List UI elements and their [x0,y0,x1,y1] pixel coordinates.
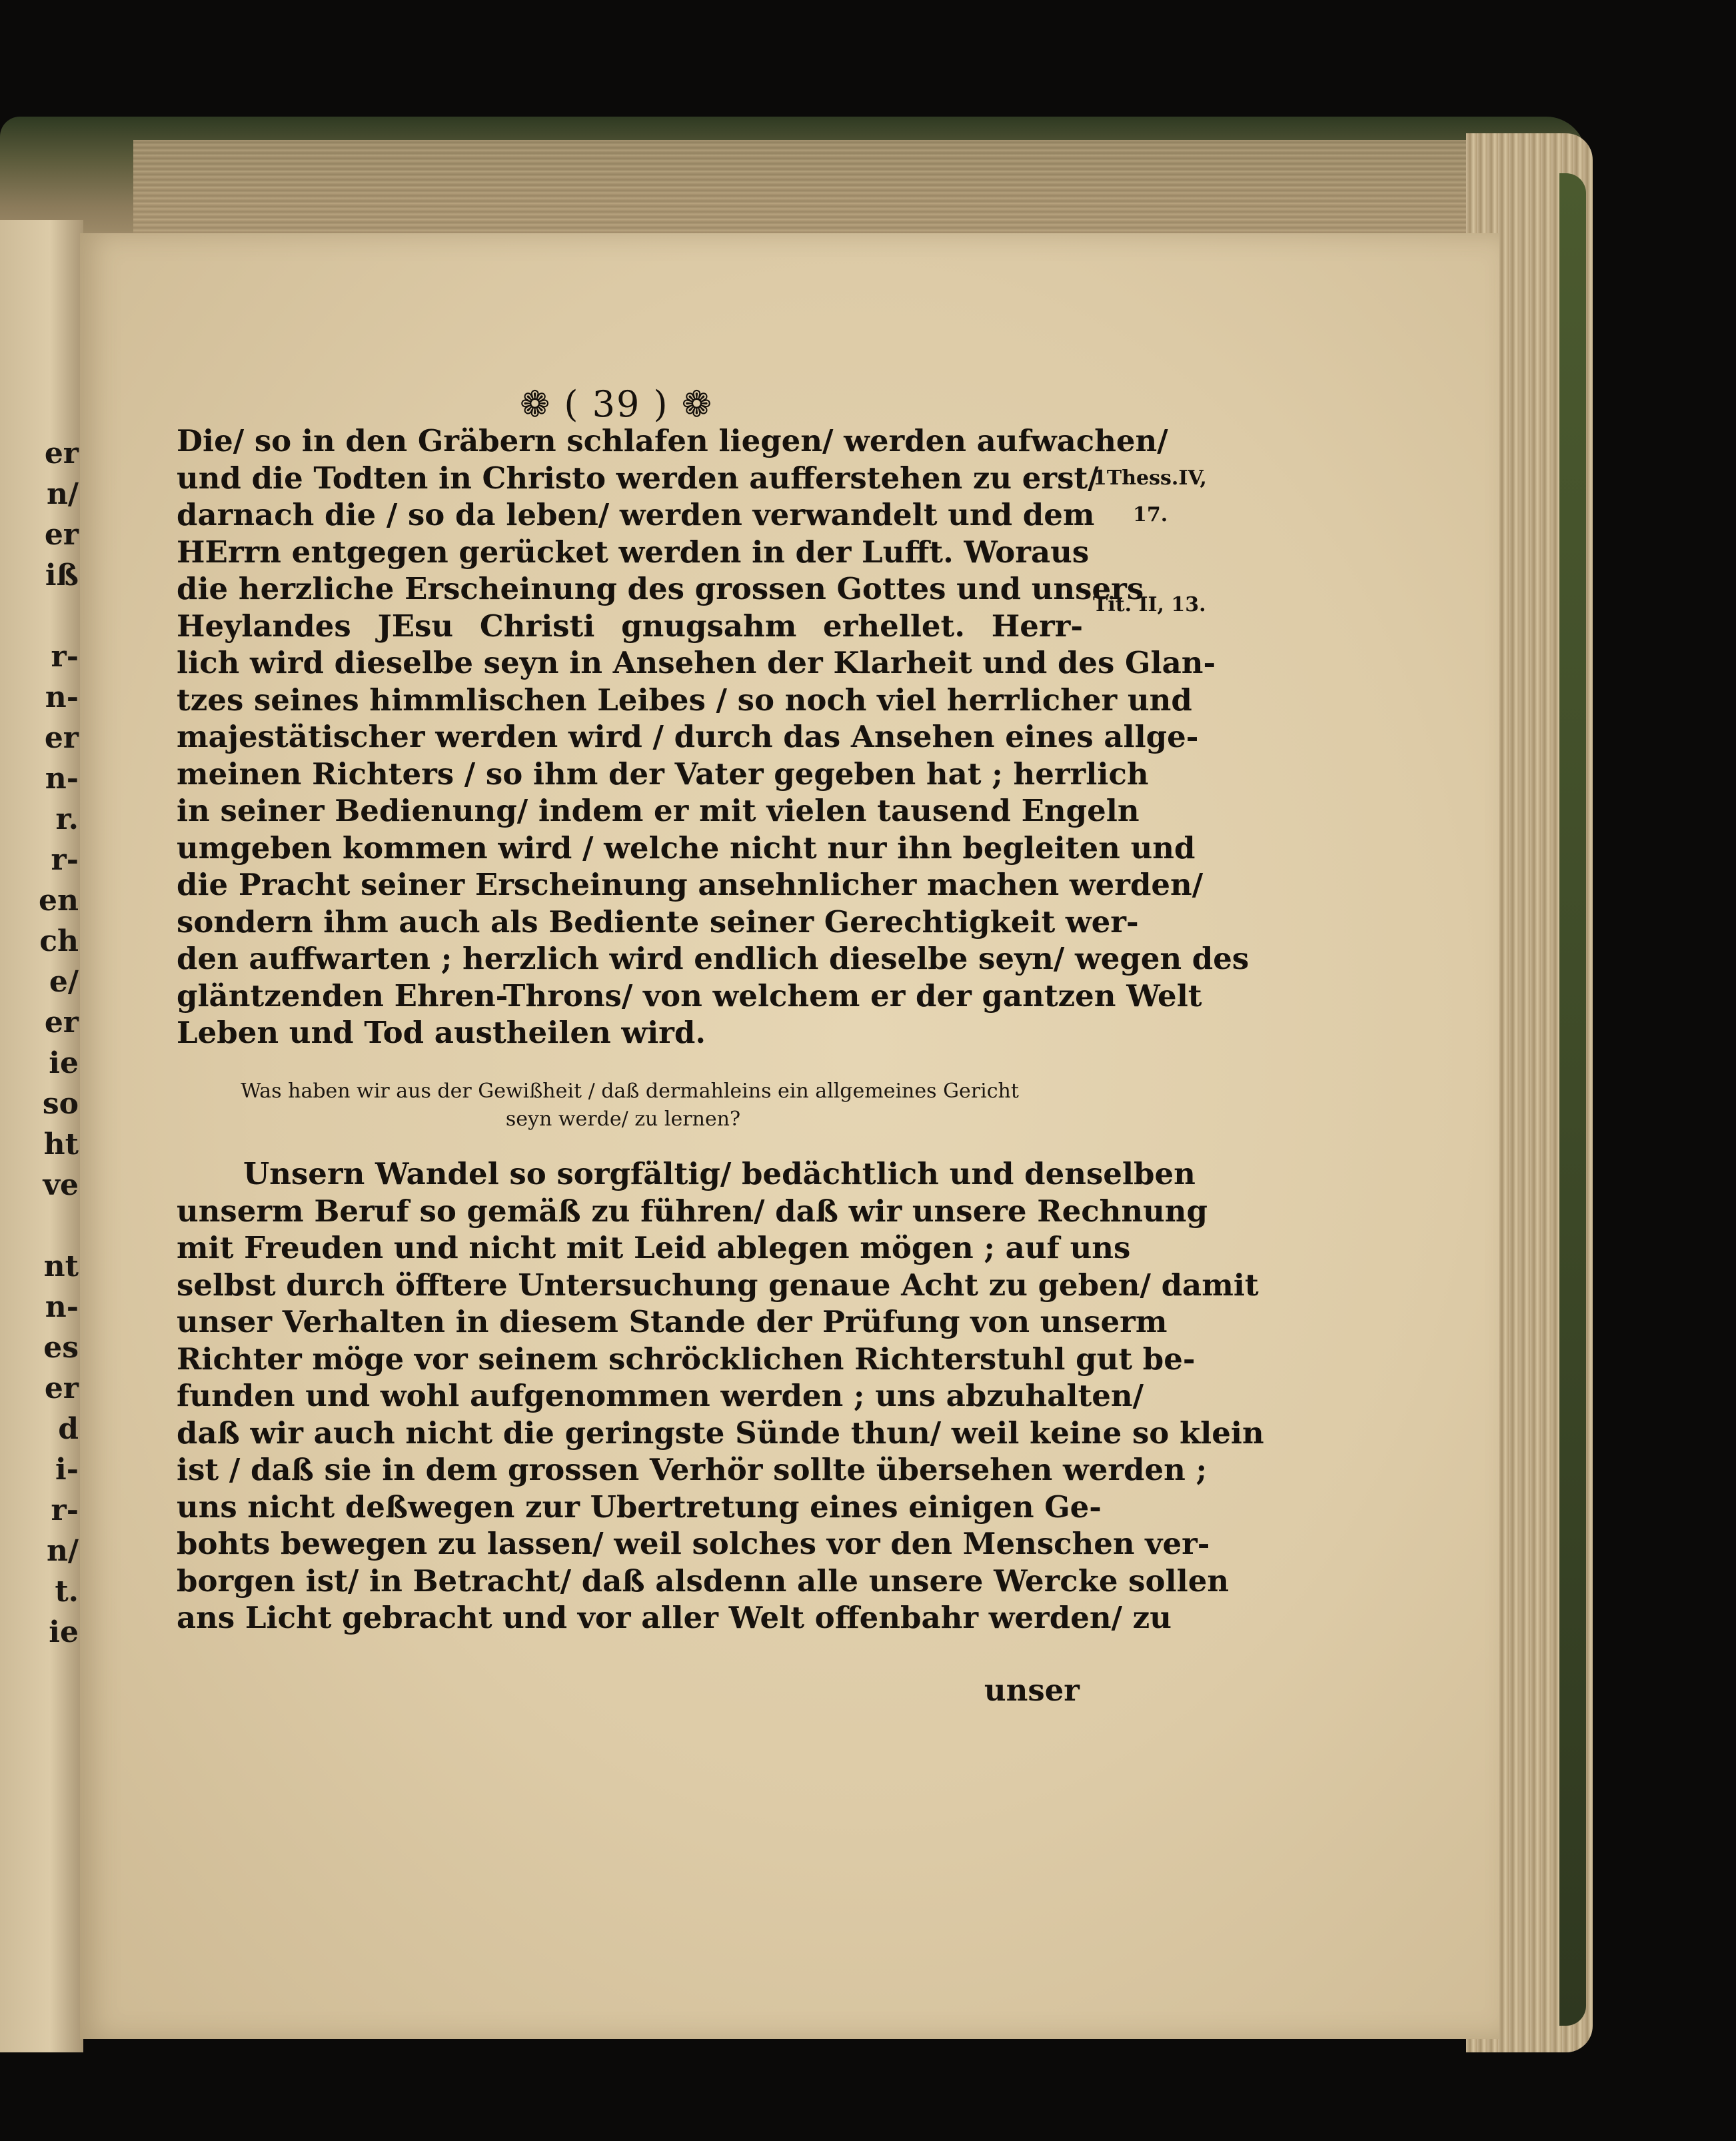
left-page-fragment: t. [55,1575,79,1609]
left-page-fragment: n- [45,762,79,796]
page-number: ❁ ( 39 ) ❁ [520,383,713,425]
answer-line: mit Freuden und nicht mit Leid ablegen mögen ; auf uns [177,1230,1131,1265]
body-line: tzes seines himmlischen Leibes / so noch viel herrlicher und [177,682,1192,718]
body-line: die herzliche Erscheinung des grossen Gottes und unsers [177,571,1144,606]
left-page-fragment: ch [39,924,79,958]
left-page-fragment: en [39,884,79,918]
body-line: darnach die / so da leben/ werden verwandelt und dem [177,497,1095,532]
page-block-top-edge [133,140,1533,240]
body-line: sondern ihm auch als Bediente seiner Gerechtigkeit wer- [177,904,1139,940]
left-page-fragment: er [44,1371,79,1405]
left-page-fragment: r- [51,843,79,877]
left-page-fragment: ht [43,1127,79,1161]
answer-line: selbst durch öfftere Untersuchung genaue Acht zu geben/ damit [177,1267,1259,1303]
answer-line: unserm Beruf so gemäß zu führen/ daß wir unsere Rechnung [177,1193,1208,1229]
answer-line: bohts bewegen zu lassen/ weil solches vor den Menschen ver- [177,1526,1210,1561]
left-page-fragment: i- [55,1453,79,1487]
left-page-fragment: r. [55,802,79,836]
body-line: umgeben kommen wird / welche nicht nur ihn begleiten und [177,830,1196,866]
left-page-fragment [5,596,79,636]
left-page-fragment: ve [43,1168,79,1202]
answer-line: ist / daß sie in dem grossen Verhör sollte übersehen werden ; [177,1452,1208,1487]
left-page-fragment: ie [49,1046,79,1080]
answer-line: unser Verhalten in diesem Stande der Prüfung von unserm [177,1304,1168,1339]
left-page-fragment: iß [45,558,79,592]
answer-line: uns nicht deßwegen zur Ubertretung eines einigen Ge- [177,1489,1102,1525]
margin-note-thess-verse: 17. [1133,503,1168,526]
left-page-fragment [5,1205,79,1246]
left-page-fragment: er [44,518,79,552]
question-line: Was haben wir aus der Gewißheit / daß dermahleins ein allgemeines Gericht [241,1079,1019,1103]
book-cover-edge [1559,173,1586,2026]
body-line: majestätischer werden wird / durch das Ansehen eines allge- [177,719,1199,754]
left-page-fragment: er [44,436,79,470]
body-line: gläntzenden Ehren-Throns/ von welchem er der gantzen Welt [177,978,1202,1014]
left-page-fragment: d [58,1412,79,1446]
body-line: lich wird dieselbe seyn in Ansehen der Klarheit und des Glan- [177,645,1216,680]
left-page-fragment: ie [49,1615,79,1649]
body-line: Leben und Tod austheilen wird. [177,1015,706,1050]
left-page-fragment: n/ [46,1534,79,1568]
answer-line: Richter möge vor seinem schröcklichen Richterstuhl gut be- [177,1341,1196,1377]
left-page-fragment: r- [51,640,79,674]
catchword: unser [984,1673,1080,1708]
body-line: die Pracht seiner Erscheinung ansehnlicher machen werden/ [177,867,1204,902]
answer-line: ans Licht gebracht und vor aller Welt offenbahr werden/ zu [177,1600,1172,1635]
left-page-fragment: er [44,721,79,755]
body-line: Heylandes JEsu Christi gnugsahm erhellet. Herr- [177,608,1083,644]
body-line: HErrn entgegen gerücket werden in der Lufft. Woraus [177,534,1090,570]
body-line: den auffwarten ; herzlich wird endlich dieselbe seyn/ wegen des [177,941,1250,976]
answer-line: borgen ist/ in Betracht/ daß alsdenn alle unsere Wercke sollen [177,1563,1230,1599]
left-page-fragment: nt [43,1249,79,1283]
left-page-fragment: n- [45,1290,79,1324]
left-page-fragment: es [43,1331,79,1365]
answer-line: funden und wohl aufgenommen werden ; uns abzuhalten/ [177,1378,1144,1413]
answer-line: daß wir auch nicht die geringste Sünde thun/ weil keine so klein [177,1415,1264,1451]
left-page-line-endings [5,433,79,1653]
left-page-fragment: er [44,1006,79,1040]
body-line: Die/ so in den Gräbern schlafen liegen/ werden aufwachen/ [177,423,1168,458]
answer-line: Unsern Wandel so sorgfältig/ bedächtlich und denselben [243,1156,1196,1191]
left-page-fragment: e/ [49,965,79,999]
left-page-fragment: r- [51,1493,79,1527]
margin-note-thess: 1Thess.IV, [1093,466,1207,490]
left-page-fragment: n/ [46,477,79,511]
left-page-fragment: n- [45,680,79,714]
body-line: meinen Richters / so ihm der Vater gegeben hat ; herrlich [177,756,1149,792]
body-line: und die Todten in Christo werden aufferstehen zu erst/ [177,460,1099,496]
left-facing-page [0,220,83,2052]
question-line: seyn werde/ zu lernen? [505,1107,741,1131]
body-line: in seiner Bedienung/ indem er mit vielen tausend Engeln [177,793,1140,828]
margin-note-titus: Tit. II, 13. [1093,593,1206,616]
left-page-fragment: so [42,1087,79,1121]
